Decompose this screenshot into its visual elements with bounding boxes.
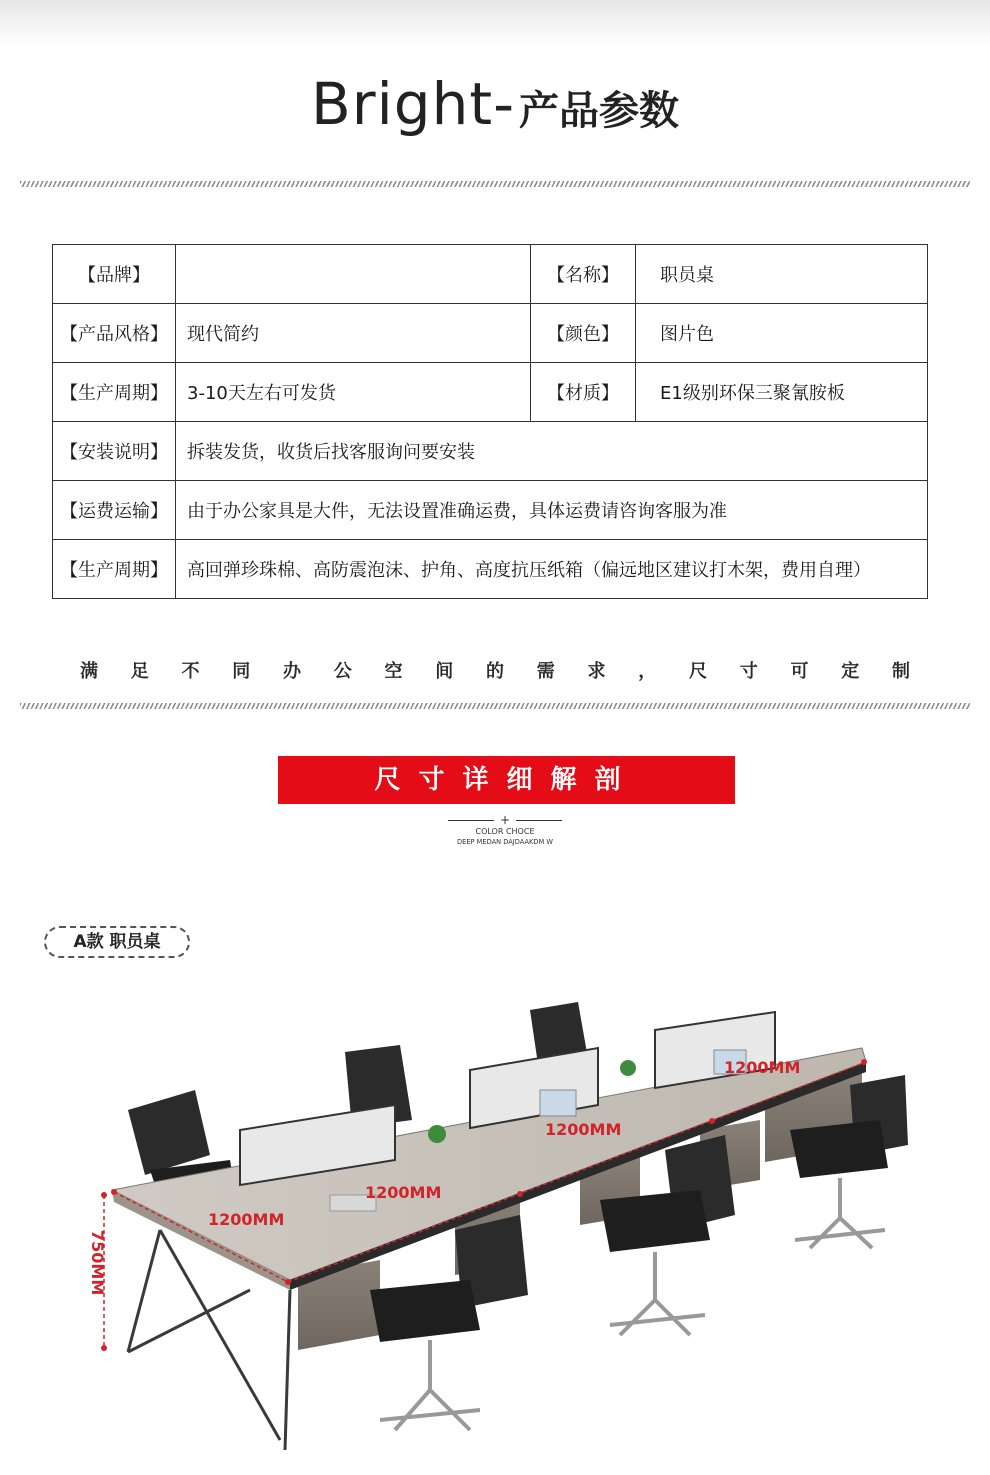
title-english: Bright-	[311, 70, 515, 138]
packaging-value: 高回弹珍珠棉、高防震泡沫、护角、高度抗压纸箱（偏远地区建议打木架，费用自理）	[176, 540, 928, 599]
installation-value: 拆装发货，收货后找客服询问要安装	[176, 422, 928, 481]
section-banner: 尺寸详细解剖	[278, 756, 735, 804]
installation-label: 【安装说明】	[53, 422, 176, 481]
parameters-table	[52, 244, 928, 599]
desk-illustration	[0, 990, 990, 1475]
slogan-char: 需	[536, 661, 555, 682]
style-value: 现代简约	[176, 304, 531, 363]
table-row	[53, 363, 928, 422]
page-title	[0, 70, 990, 138]
top-shadow	[0, 0, 990, 46]
slogan	[80, 657, 910, 683]
table-row	[53, 481, 928, 540]
decorative-caption-line1: COLOR CHOCE	[475, 827, 535, 836]
slogan-char: 求	[587, 661, 606, 682]
production-cycle-label: 【生产周期】	[53, 363, 176, 422]
slogan-char: 尺	[689, 661, 707, 682]
table-row	[53, 304, 928, 363]
brand-value	[176, 245, 531, 304]
table-row	[53, 245, 928, 304]
style-label: 【产品风格】	[53, 304, 176, 363]
table-row	[53, 422, 928, 481]
slogan-char: 空	[384, 661, 403, 682]
name-label: 【名称】	[531, 245, 636, 304]
slogan-char: 制	[892, 661, 910, 682]
decorative-line	[430, 813, 580, 827]
shipping-value: 由于办公家具是大件，无法设置准确运费，具体运费请咨询客服为准	[176, 481, 928, 540]
material-label: 【材质】	[531, 363, 636, 422]
plus-icon: +	[499, 813, 511, 827]
dimension-width-depth: 1200MM	[208, 1210, 285, 1229]
slogan-char: 定	[841, 661, 860, 682]
title-chinese: 产品参数	[519, 88, 679, 134]
model-badge: A款 职员桌	[44, 926, 190, 958]
slogan-char: 办	[283, 661, 301, 682]
slogan-char: 不	[181, 661, 200, 682]
color-label: 【颜色】	[531, 304, 636, 363]
shipping-label: 【运费运输】	[53, 481, 176, 540]
dimension-height: 750MM	[88, 1230, 107, 1296]
slogan-char: 足	[130, 661, 149, 682]
slogan-char: 可	[790, 661, 809, 682]
slogan-char: 的	[486, 661, 504, 682]
production-cycle-value: 3-10天左右可发货	[176, 363, 531, 422]
hatched-divider-bottom	[20, 703, 970, 709]
dimension-width-segment-2: 1200MM	[545, 1120, 622, 1139]
color-value: 图片色	[636, 304, 928, 363]
hatched-divider-top	[20, 181, 970, 187]
table-row	[53, 540, 928, 599]
brand-label: 【品牌】	[53, 245, 176, 304]
packaging-label: 【生产周期】	[53, 540, 176, 599]
dimension-width-segment-3: 1200MM	[724, 1058, 801, 1077]
decorative-caption-line2: DEEP MEDAN DAJDAAKDM W	[457, 838, 553, 846]
slogan-char: 满	[80, 661, 98, 682]
slogan-char: 寸	[739, 661, 758, 682]
dimension-width-segment-1: 1200MM	[365, 1183, 442, 1202]
decorative-caption	[430, 813, 580, 846]
slogan-char: 间	[435, 661, 454, 682]
slogan-char: 同	[232, 661, 251, 682]
name-value: 职员桌	[636, 245, 928, 304]
slogan-char: ，	[638, 661, 657, 682]
material-value: E1级别环保三聚氰胺板	[636, 363, 928, 422]
slogan-char: 公	[333, 661, 352, 682]
